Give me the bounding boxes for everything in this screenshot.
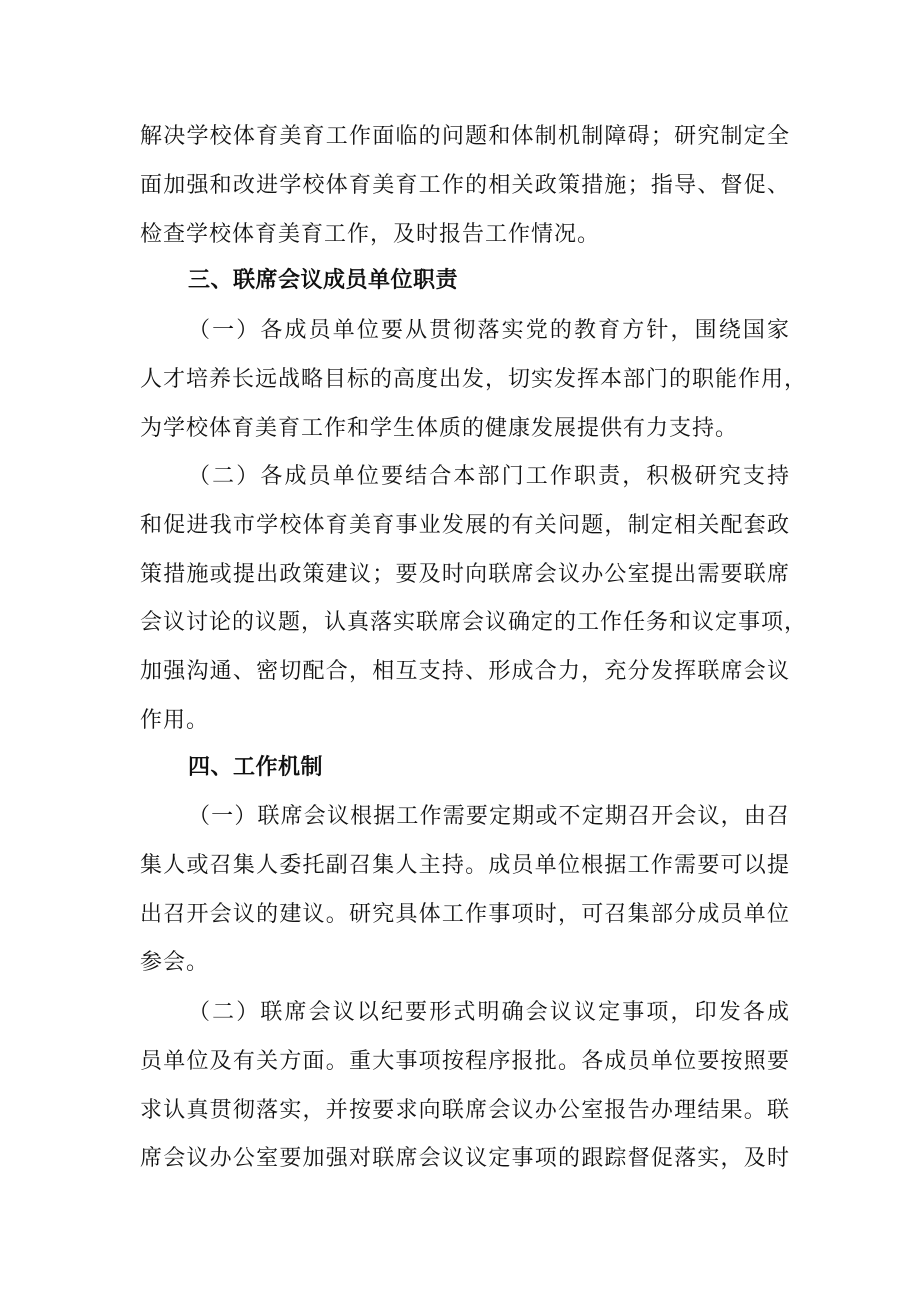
paragraph-line: 出召开会议的建议。研究具体工作事项时，可召集部分成员单位 <box>140 902 790 927</box>
paragraph-line: 席会议办公室要加强对联席会议议定事项的跟踪督促落实，及时 <box>140 1146 790 1171</box>
paragraph-line: 和促进我市学校体育美育事业发展的有关问题，制定相关配套政 <box>140 513 790 538</box>
paragraph-line: 人才培养长远战略目标的高度出发，切实发挥本部门的职能作用， <box>140 367 808 392</box>
paragraph-line: 作用。 <box>140 708 210 733</box>
paragraph-line: 加强沟通、密切配合，相互支持、形成合力，充分发挥联席会议 <box>140 659 790 684</box>
paragraph-line: 策措施或提出政策建议；要及时向联席会议办公室提出需要联席 <box>140 562 790 587</box>
paragraph-line: 员单位及有关方面。重大事项按程序报批。各成员单位要按照要 <box>140 1049 790 1074</box>
paragraph-line: （二）各成员单位要结合本部门工作职责，积极研究支持 <box>188 464 790 489</box>
section-heading: 三、联席会议成员单位职责 <box>188 268 459 293</box>
paragraph-line: 集人或召集人委托副召集人主持。成员单位根据工作需要可以提 <box>140 853 790 878</box>
paragraph-line: 面加强和改进学校体育美育工作的相关政策措施；指导、督促、 <box>140 173 790 198</box>
paragraph-line: 解决学校体育美育工作面临的问题和体制机制障碍；研究制定全 <box>140 124 790 149</box>
paragraph-line: （一）联席会议根据工作需要定期或不定期召开会议，由召 <box>188 804 790 829</box>
section-heading: 四、工作机制 <box>188 755 324 780</box>
paragraph-line: 检查学校体育美育工作，及时报告工作情况。 <box>140 222 601 247</box>
paragraph-line: 求认真贯彻落实，并按要求向联席会议办公室报告办理结果。联 <box>140 1098 790 1123</box>
paragraph-line: 会议讨论的议题，认真落实联席会议确定的工作任务和议定事项， <box>140 610 808 635</box>
paragraph-line: 参会。 <box>140 950 210 975</box>
paragraph-line: 为学校体育美育工作和学生体质的健康发展提供有力支持。 <box>140 416 739 441</box>
paragraph-line: （二）联席会议以纪要形式明确会议议定事项，印发各成 <box>188 1000 790 1025</box>
paragraph-line: （一）各成员单位要从贯彻落实党的教育方针，围绕国家 <box>188 318 790 343</box>
